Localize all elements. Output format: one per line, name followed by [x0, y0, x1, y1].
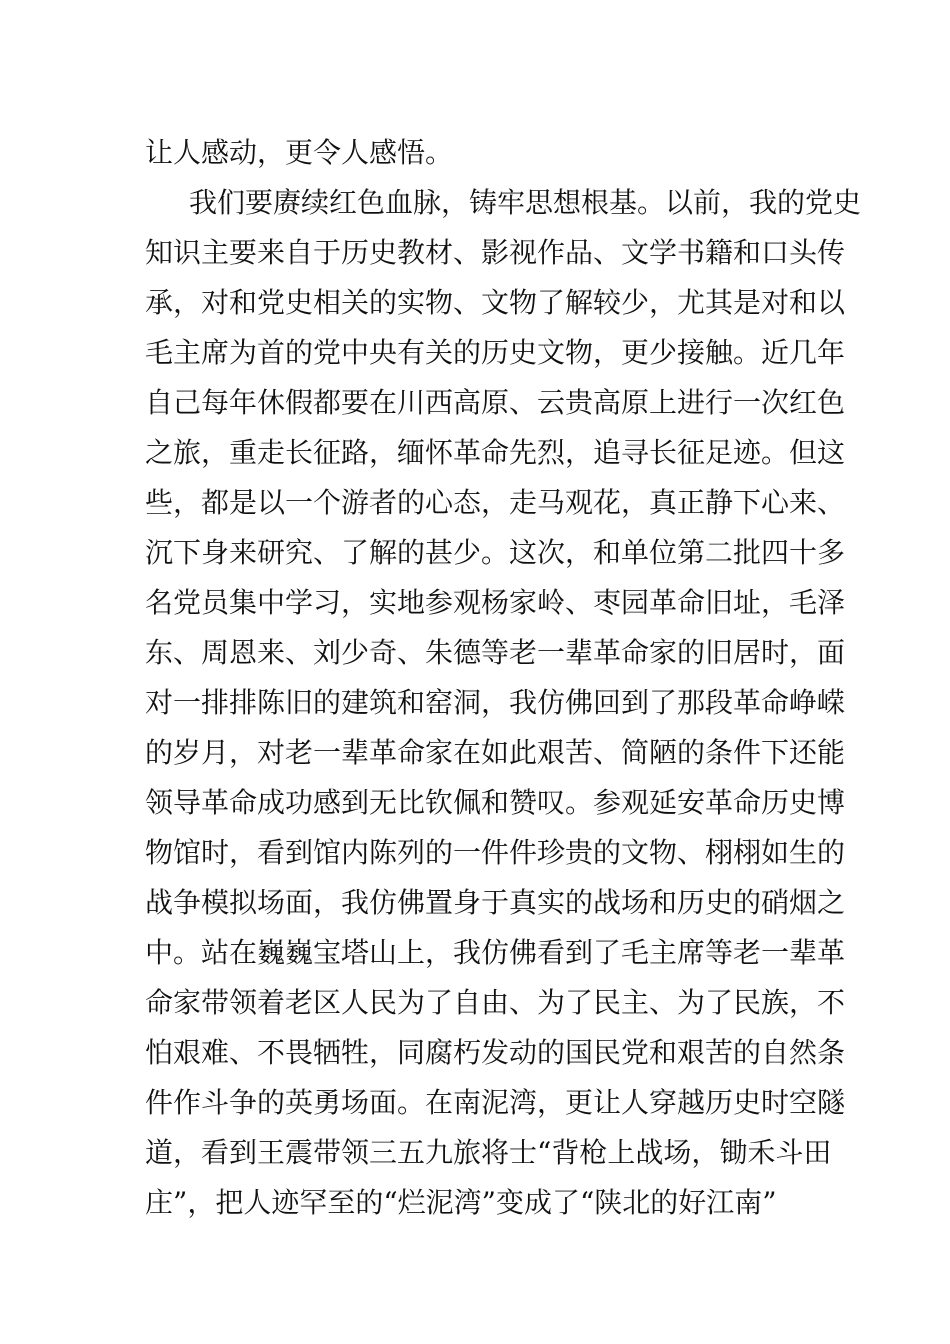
- text-line: 物馆时，看到馆内陈列的一件件珍贵的文物、栩栩如生的: [145, 836, 846, 869]
- text-line: 沉下身来研究、了解的甚少。这次，和单位第二批四十多: [145, 536, 846, 569]
- text-line: 领导革命成功感到无比钦佩和赞叹。参观延安革命历史博: [145, 786, 846, 819]
- text-line: 些，都是以一个游者的心态，走马观花，真正静下心来、: [145, 486, 846, 519]
- text-line: 庄”，把人迹罕至的“烂泥湾”变成了“陕北的好江南”: [145, 1186, 777, 1219]
- paragraph-first-line: 我们要赓续红色血脉，铸牢思想根基。以前，我的党史: [189, 186, 862, 219]
- text-line: 道，看到王震带领三五九旅将士“背枪上战场，锄禾斗田: [145, 1136, 832, 1169]
- body-text: [145, 128, 862, 1228]
- text-line: 中。站在巍巍宝塔山上，我仿佛看到了毛主席等老一辈革: [145, 936, 846, 969]
- text-line: 对一排排陈旧的建筑和窑洞，我仿佛回到了那段革命峥嵘: [145, 686, 846, 719]
- text-line: 知识主要来自于历史教材、影视作品、文学书籍和口头传: [145, 236, 846, 269]
- text-line: 毛主席为首的党中央有关的历史文物，更少接触。近几年: [145, 336, 846, 369]
- text-line: 让人感动，更令人感悟。: [145, 136, 454, 169]
- text-line: 自己每年休假都要在川西高原、云贵高原上进行一次红色: [145, 386, 846, 419]
- text-line: 东、周恩来、刘少奇、朱德等老一辈革命家的旧居时，面: [145, 636, 846, 669]
- text-line: 名党员集中学习，实地参观杨家岭、枣园革命旧址，毛泽: [145, 586, 846, 619]
- text-line: 承，对和党史相关的实物、文物了解较少，尤其是对和以: [145, 286, 846, 319]
- text-line: 的岁月，对老一辈革命家在如此艰苦、简陋的条件下还能: [145, 736, 846, 769]
- text-line: 战争模拟场面，我仿佛置身于真实的战场和历史的硝烟之: [145, 886, 846, 919]
- text-line: 命家带领着老区人民为了自由、为了民主、为了民族，不: [145, 986, 846, 1019]
- text-line: 怕艰难、不畏牺牲，同腐朽发动的国民党和艰苦的自然条: [145, 1036, 846, 1069]
- text-line: 件作斗争的英勇场面。在南泥湾，更让人穿越历史时空隧: [145, 1086, 846, 1119]
- text-line: 之旅，重走长征路，缅怀革命先烈，追寻长征足迹。但这: [145, 436, 846, 469]
